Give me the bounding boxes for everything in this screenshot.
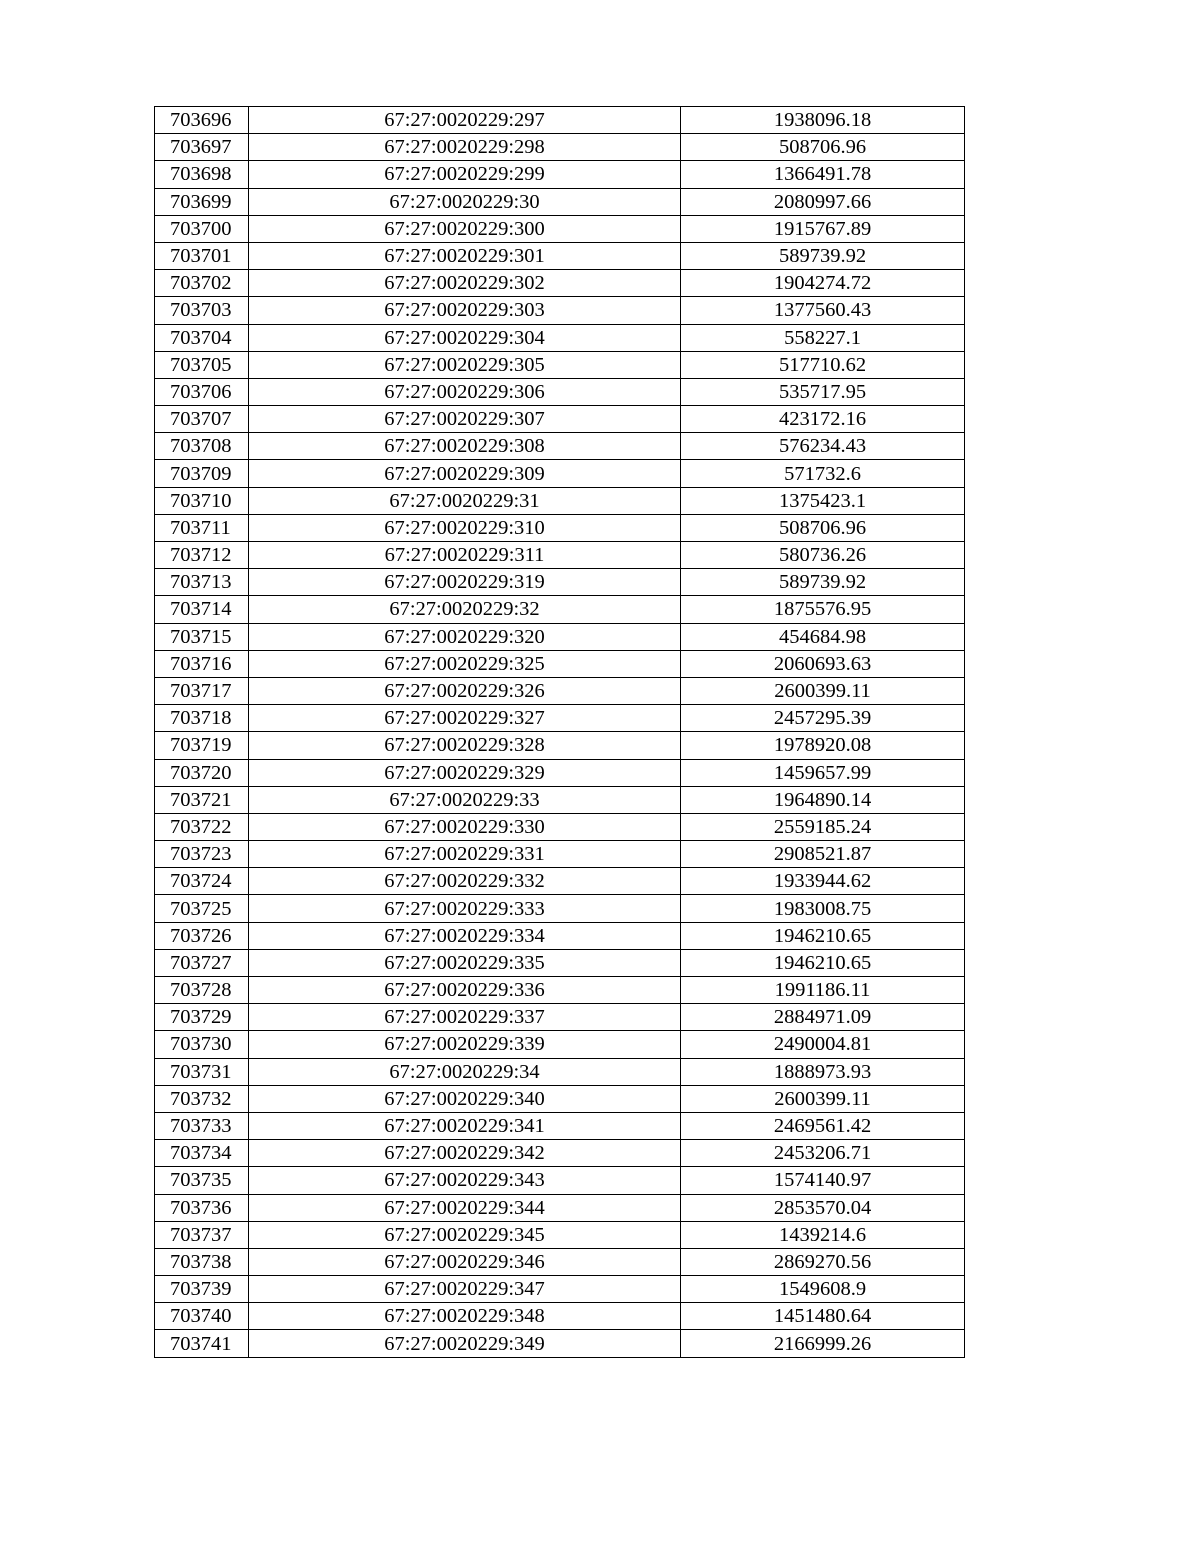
cadastral-number-cell: 67:27:0020229:298 bbox=[249, 134, 681, 161]
cadastral-number-cell: 67:27:0020229:347 bbox=[249, 1276, 681, 1303]
row-id-cell: 703738 bbox=[155, 1248, 249, 1275]
table-row bbox=[155, 977, 965, 1004]
value-cell: 1933944.62 bbox=[681, 868, 965, 895]
table-row bbox=[155, 786, 965, 813]
cadastral-number-cell: 67:27:0020229:325 bbox=[249, 650, 681, 677]
value-cell: 1875576.95 bbox=[681, 596, 965, 623]
table-row bbox=[155, 841, 965, 868]
cadastral-number-cell: 67:27:0020229:331 bbox=[249, 841, 681, 868]
cadastral-number-cell: 67:27:0020229:346 bbox=[249, 1248, 681, 1275]
cadastral-number-cell: 67:27:0020229:299 bbox=[249, 161, 681, 188]
value-cell: 1451480.64 bbox=[681, 1303, 965, 1330]
value-cell: 1377560.43 bbox=[681, 297, 965, 324]
cadastral-number-cell: 67:27:0020229:301 bbox=[249, 242, 681, 269]
cadastral-number-cell: 67:27:0020229:308 bbox=[249, 433, 681, 460]
row-id-cell: 703723 bbox=[155, 841, 249, 868]
value-cell: 2908521.87 bbox=[681, 841, 965, 868]
table-row bbox=[155, 297, 965, 324]
cadastral-number-cell: 67:27:0020229:304 bbox=[249, 324, 681, 351]
row-id-cell: 703734 bbox=[155, 1140, 249, 1167]
row-id-cell: 703715 bbox=[155, 623, 249, 650]
table-row bbox=[155, 868, 965, 895]
table-row bbox=[155, 650, 965, 677]
cadastral-number-cell: 67:27:0020229:340 bbox=[249, 1085, 681, 1112]
table-row bbox=[155, 813, 965, 840]
cadastral-number-cell: 67:27:0020229:310 bbox=[249, 514, 681, 541]
cadastral-number-cell: 67:27:0020229:342 bbox=[249, 1140, 681, 1167]
table-row bbox=[155, 1085, 965, 1112]
table-row bbox=[155, 107, 965, 134]
table-row bbox=[155, 1330, 965, 1357]
row-id-cell: 703716 bbox=[155, 650, 249, 677]
table-row bbox=[155, 242, 965, 269]
cadastral-number-cell: 67:27:0020229:333 bbox=[249, 895, 681, 922]
cadastral-number-cell: 67:27:0020229:345 bbox=[249, 1221, 681, 1248]
cadastral-number-cell: 67:27:0020229:343 bbox=[249, 1167, 681, 1194]
cadastral-number-cell: 67:27:0020229:330 bbox=[249, 813, 681, 840]
value-cell: 2080997.66 bbox=[681, 188, 965, 215]
row-id-cell: 703711 bbox=[155, 514, 249, 541]
row-id-cell: 703712 bbox=[155, 542, 249, 569]
cadastral-number-cell: 67:27:0020229:335 bbox=[249, 949, 681, 976]
value-cell: 1366491.78 bbox=[681, 161, 965, 188]
table-row bbox=[155, 596, 965, 623]
value-cell: 1915767.89 bbox=[681, 215, 965, 242]
cadastral-number-cell: 67:27:0020229:336 bbox=[249, 977, 681, 1004]
table-row bbox=[155, 406, 965, 433]
table-row bbox=[155, 1031, 965, 1058]
row-id-cell: 703706 bbox=[155, 378, 249, 405]
table-row bbox=[155, 949, 965, 976]
row-id-cell: 703728 bbox=[155, 977, 249, 1004]
cadastral-number-cell: 67:27:0020229:306 bbox=[249, 378, 681, 405]
table-row bbox=[155, 705, 965, 732]
table-row bbox=[155, 378, 965, 405]
cadastral-number-cell: 67:27:0020229:327 bbox=[249, 705, 681, 732]
cadastral-number-cell: 67:27:0020229:337 bbox=[249, 1004, 681, 1031]
value-cell: 454684.98 bbox=[681, 623, 965, 650]
value-cell: 576234.43 bbox=[681, 433, 965, 460]
row-id-cell: 703740 bbox=[155, 1303, 249, 1330]
table-row bbox=[155, 1303, 965, 1330]
row-id-cell: 703721 bbox=[155, 786, 249, 813]
cadastral-number-cell: 67:27:0020229:344 bbox=[249, 1194, 681, 1221]
table-row bbox=[155, 215, 965, 242]
table-row bbox=[155, 270, 965, 297]
value-cell: 1946210.65 bbox=[681, 949, 965, 976]
cadastral-number-cell: 67:27:0020229:307 bbox=[249, 406, 681, 433]
value-cell: 1946210.65 bbox=[681, 922, 965, 949]
value-cell: 1375423.1 bbox=[681, 487, 965, 514]
row-id-cell: 703722 bbox=[155, 813, 249, 840]
row-id-cell: 703707 bbox=[155, 406, 249, 433]
value-cell: 580736.26 bbox=[681, 542, 965, 569]
row-id-cell: 703703 bbox=[155, 297, 249, 324]
row-id-cell: 703730 bbox=[155, 1031, 249, 1058]
value-cell: 2884971.09 bbox=[681, 1004, 965, 1031]
value-cell: 423172.16 bbox=[681, 406, 965, 433]
row-id-cell: 703704 bbox=[155, 324, 249, 351]
row-id-cell: 703725 bbox=[155, 895, 249, 922]
value-cell: 589739.92 bbox=[681, 242, 965, 269]
row-id-cell: 703736 bbox=[155, 1194, 249, 1221]
table-row bbox=[155, 134, 965, 161]
row-id-cell: 703714 bbox=[155, 596, 249, 623]
table-row bbox=[155, 895, 965, 922]
cadastral-number-cell: 67:27:0020229:332 bbox=[249, 868, 681, 895]
value-cell: 1904274.72 bbox=[681, 270, 965, 297]
value-cell: 2869270.56 bbox=[681, 1248, 965, 1275]
row-id-cell: 703705 bbox=[155, 351, 249, 378]
value-cell: 1991186.11 bbox=[681, 977, 965, 1004]
row-id-cell: 703726 bbox=[155, 922, 249, 949]
row-id-cell: 703701 bbox=[155, 242, 249, 269]
table-row bbox=[155, 433, 965, 460]
value-cell: 1459657.99 bbox=[681, 759, 965, 786]
cadastral-number-cell: 67:27:0020229:30 bbox=[249, 188, 681, 215]
value-cell: 535717.95 bbox=[681, 378, 965, 405]
value-cell: 1983008.75 bbox=[681, 895, 965, 922]
value-cell: 2853570.04 bbox=[681, 1194, 965, 1221]
cadastral-number-cell: 67:27:0020229:302 bbox=[249, 270, 681, 297]
table-body bbox=[155, 107, 965, 1358]
row-id-cell: 703729 bbox=[155, 1004, 249, 1031]
cadastral-number-cell: 67:27:0020229:309 bbox=[249, 460, 681, 487]
cadastral-number-cell: 67:27:0020229:349 bbox=[249, 1330, 681, 1357]
value-cell: 508706.96 bbox=[681, 134, 965, 161]
value-cell: 517710.62 bbox=[681, 351, 965, 378]
table-row bbox=[155, 1248, 965, 1275]
row-id-cell: 703700 bbox=[155, 215, 249, 242]
table-row bbox=[155, 1221, 965, 1248]
row-id-cell: 703718 bbox=[155, 705, 249, 732]
cadastral-number-cell: 67:27:0020229:348 bbox=[249, 1303, 681, 1330]
row-id-cell: 703708 bbox=[155, 433, 249, 460]
cadastral-number-cell: 67:27:0020229:34 bbox=[249, 1058, 681, 1085]
table-row bbox=[155, 487, 965, 514]
value-cell: 2469561.42 bbox=[681, 1112, 965, 1139]
cadastral-number-cell: 67:27:0020229:303 bbox=[249, 297, 681, 324]
row-id-cell: 703731 bbox=[155, 1058, 249, 1085]
row-id-cell: 703710 bbox=[155, 487, 249, 514]
cadastral-number-cell: 67:27:0020229:297 bbox=[249, 107, 681, 134]
table-row bbox=[155, 1004, 965, 1031]
cadastral-number-cell: 67:27:0020229:334 bbox=[249, 922, 681, 949]
value-cell: 1888973.93 bbox=[681, 1058, 965, 1085]
table-row bbox=[155, 514, 965, 541]
row-id-cell: 703709 bbox=[155, 460, 249, 487]
cadastral-number-cell: 67:27:0020229:328 bbox=[249, 732, 681, 759]
cadastral-number-cell: 67:27:0020229:329 bbox=[249, 759, 681, 786]
value-cell: 1549608.9 bbox=[681, 1276, 965, 1303]
row-id-cell: 703699 bbox=[155, 188, 249, 215]
table-row bbox=[155, 1058, 965, 1085]
cadastral-number-cell: 67:27:0020229:32 bbox=[249, 596, 681, 623]
value-cell: 589739.92 bbox=[681, 569, 965, 596]
row-id-cell: 703696 bbox=[155, 107, 249, 134]
value-cell: 508706.96 bbox=[681, 514, 965, 541]
row-id-cell: 703737 bbox=[155, 1221, 249, 1248]
table-row bbox=[155, 922, 965, 949]
cadastral-number-cell: 67:27:0020229:341 bbox=[249, 1112, 681, 1139]
row-id-cell: 703720 bbox=[155, 759, 249, 786]
value-cell: 1938096.18 bbox=[681, 107, 965, 134]
cadastral-number-cell: 67:27:0020229:33 bbox=[249, 786, 681, 813]
table-row bbox=[155, 1194, 965, 1221]
table-row bbox=[155, 569, 965, 596]
data-table bbox=[154, 106, 965, 1358]
table-row bbox=[155, 161, 965, 188]
row-id-cell: 703724 bbox=[155, 868, 249, 895]
row-id-cell: 703727 bbox=[155, 949, 249, 976]
value-cell: 571732.6 bbox=[681, 460, 965, 487]
value-cell: 2600399.11 bbox=[681, 677, 965, 704]
value-cell: 1574140.97 bbox=[681, 1167, 965, 1194]
cadastral-number-cell: 67:27:0020229:311 bbox=[249, 542, 681, 569]
value-cell: 2600399.11 bbox=[681, 1085, 965, 1112]
value-cell: 558227.1 bbox=[681, 324, 965, 351]
table-row bbox=[155, 759, 965, 786]
table-row bbox=[155, 1140, 965, 1167]
table-row bbox=[155, 351, 965, 378]
cadastral-number-cell: 67:27:0020229:300 bbox=[249, 215, 681, 242]
row-id-cell: 703735 bbox=[155, 1167, 249, 1194]
table-row bbox=[155, 460, 965, 487]
row-id-cell: 703719 bbox=[155, 732, 249, 759]
table-row bbox=[155, 188, 965, 215]
table-row bbox=[155, 1167, 965, 1194]
row-id-cell: 703732 bbox=[155, 1085, 249, 1112]
value-cell: 1439214.6 bbox=[681, 1221, 965, 1248]
cadastral-number-cell: 67:27:0020229:339 bbox=[249, 1031, 681, 1058]
value-cell: 2453206.71 bbox=[681, 1140, 965, 1167]
row-id-cell: 703702 bbox=[155, 270, 249, 297]
cadastral-number-cell: 67:27:0020229:305 bbox=[249, 351, 681, 378]
cadastral-number-cell: 67:27:0020229:320 bbox=[249, 623, 681, 650]
cadastral-number-cell: 67:27:0020229:319 bbox=[249, 569, 681, 596]
table-row bbox=[155, 623, 965, 650]
value-cell: 2559185.24 bbox=[681, 813, 965, 840]
cadastral-number-cell: 67:27:0020229:31 bbox=[249, 487, 681, 514]
value-cell: 2166999.26 bbox=[681, 1330, 965, 1357]
value-cell: 1964890.14 bbox=[681, 786, 965, 813]
table-row bbox=[155, 677, 965, 704]
row-id-cell: 703698 bbox=[155, 161, 249, 188]
value-cell: 1978920.08 bbox=[681, 732, 965, 759]
table-row bbox=[155, 324, 965, 351]
value-cell: 2060693.63 bbox=[681, 650, 965, 677]
table-row bbox=[155, 1112, 965, 1139]
table-row bbox=[155, 732, 965, 759]
table-row bbox=[155, 1276, 965, 1303]
row-id-cell: 703713 bbox=[155, 569, 249, 596]
cadastral-number-cell: 67:27:0020229:326 bbox=[249, 677, 681, 704]
row-id-cell: 703741 bbox=[155, 1330, 249, 1357]
row-id-cell: 703697 bbox=[155, 134, 249, 161]
row-id-cell: 703717 bbox=[155, 677, 249, 704]
value-cell: 2490004.81 bbox=[681, 1031, 965, 1058]
table-row bbox=[155, 542, 965, 569]
row-id-cell: 703739 bbox=[155, 1276, 249, 1303]
row-id-cell: 703733 bbox=[155, 1112, 249, 1139]
value-cell: 2457295.39 bbox=[681, 705, 965, 732]
